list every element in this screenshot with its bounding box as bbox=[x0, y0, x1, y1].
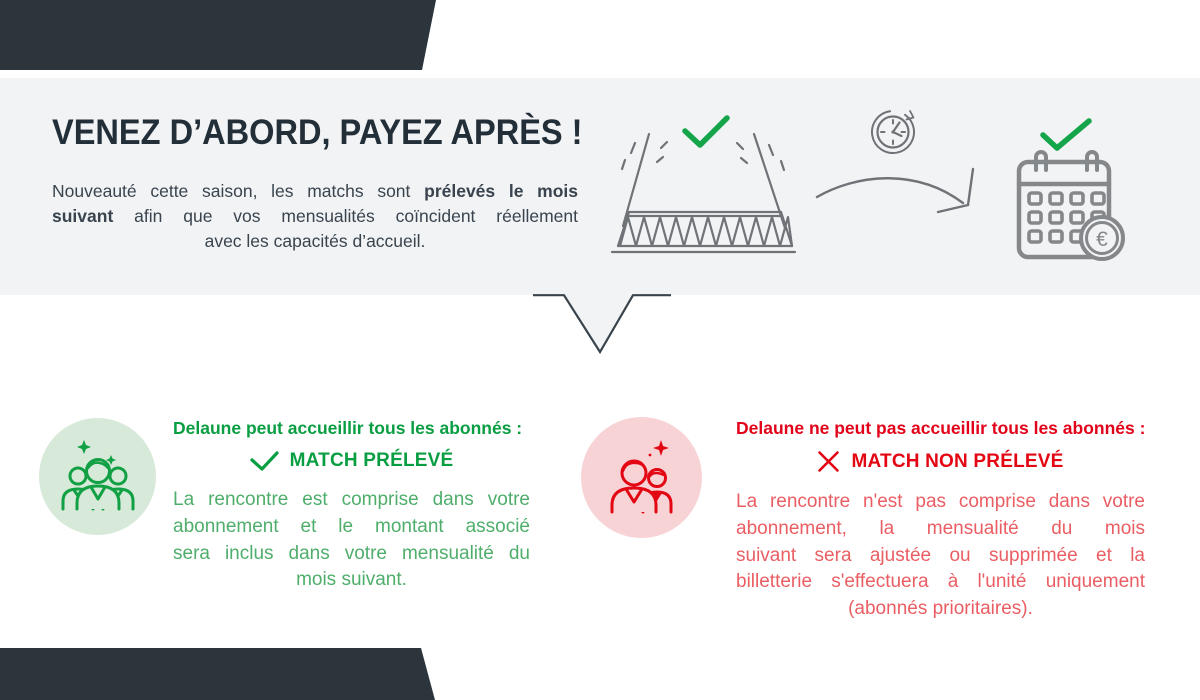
intro-text-bold: prélevés le mois bbox=[424, 181, 578, 201]
subscribers-pair-icon bbox=[598, 438, 686, 518]
euro-coin-icon bbox=[1081, 217, 1123, 259]
body-line: suivant sera ajustée ou supprimée et la bbox=[736, 544, 1145, 566]
ko-status-label: MATCH NON PRÉLEVÉ bbox=[851, 450, 1064, 472]
body-line: La rencontre est comprise dans votre bbox=[173, 489, 530, 510]
calendar-icon bbox=[1010, 112, 1130, 269]
ok-heading: Delaune peut accueillir tous les abonnés : bbox=[173, 418, 523, 438]
ok-badge bbox=[39, 418, 156, 535]
cross-icon bbox=[817, 450, 840, 473]
check-icon bbox=[250, 450, 279, 472]
ko-body bbox=[736, 489, 1145, 623]
corner-bar-top bbox=[0, 0, 436, 70]
check-icon bbox=[1043, 121, 1089, 148]
stadium-icon bbox=[605, 105, 800, 260]
intro-text: afin que vos mensualités coïncident réellement bbox=[113, 206, 578, 226]
body-line: La rencontre n'est pas comprise dans votre bbox=[736, 491, 1145, 512]
corner-bar-bottom bbox=[0, 648, 435, 700]
pointer-notch-icon bbox=[518, 294, 678, 356]
body-line: mois suivant. bbox=[296, 569, 407, 591]
intro-line bbox=[52, 204, 578, 229]
ko-badge bbox=[581, 417, 702, 538]
ok-status-label: MATCH PRÉLEVÉ bbox=[289, 450, 454, 471]
ok-status bbox=[173, 450, 530, 472]
intro-text-bold: suivant bbox=[52, 206, 114, 226]
body-line: abonnement, la mensualité du mois bbox=[736, 517, 1145, 539]
intro-paragraph bbox=[52, 179, 578, 254]
svg-text:€: € bbox=[1096, 228, 1108, 251]
check-icon bbox=[685, 118, 727, 145]
body-line: (abonnés prioritaires). bbox=[848, 598, 1033, 620]
intro-line: avec les capacités d’accueil. bbox=[204, 231, 426, 251]
body-line: abonnement et le montant associé bbox=[173, 515, 530, 537]
ko-status bbox=[736, 450, 1145, 473]
body-line: billetterie s'effectuera à l'unité uniquement bbox=[736, 571, 1145, 593]
body-line: sera inclus dans votre mensualité du bbox=[173, 542, 530, 564]
curved-arrow-icon bbox=[817, 169, 973, 212]
intro-text: Nouveauté cette saison, les matchs sont bbox=[52, 181, 425, 201]
ok-body bbox=[173, 487, 530, 594]
intro-line bbox=[52, 179, 578, 204]
clock-refresh-icon bbox=[810, 105, 985, 225]
subscribers-group-icon bbox=[54, 437, 142, 517]
ko-heading: Delaune ne peut pas accueillir tous les abonnés : bbox=[736, 418, 1146, 438]
page-title: VENEZ D’ABORD, PAYEZ APRÈS ! bbox=[52, 113, 583, 152]
